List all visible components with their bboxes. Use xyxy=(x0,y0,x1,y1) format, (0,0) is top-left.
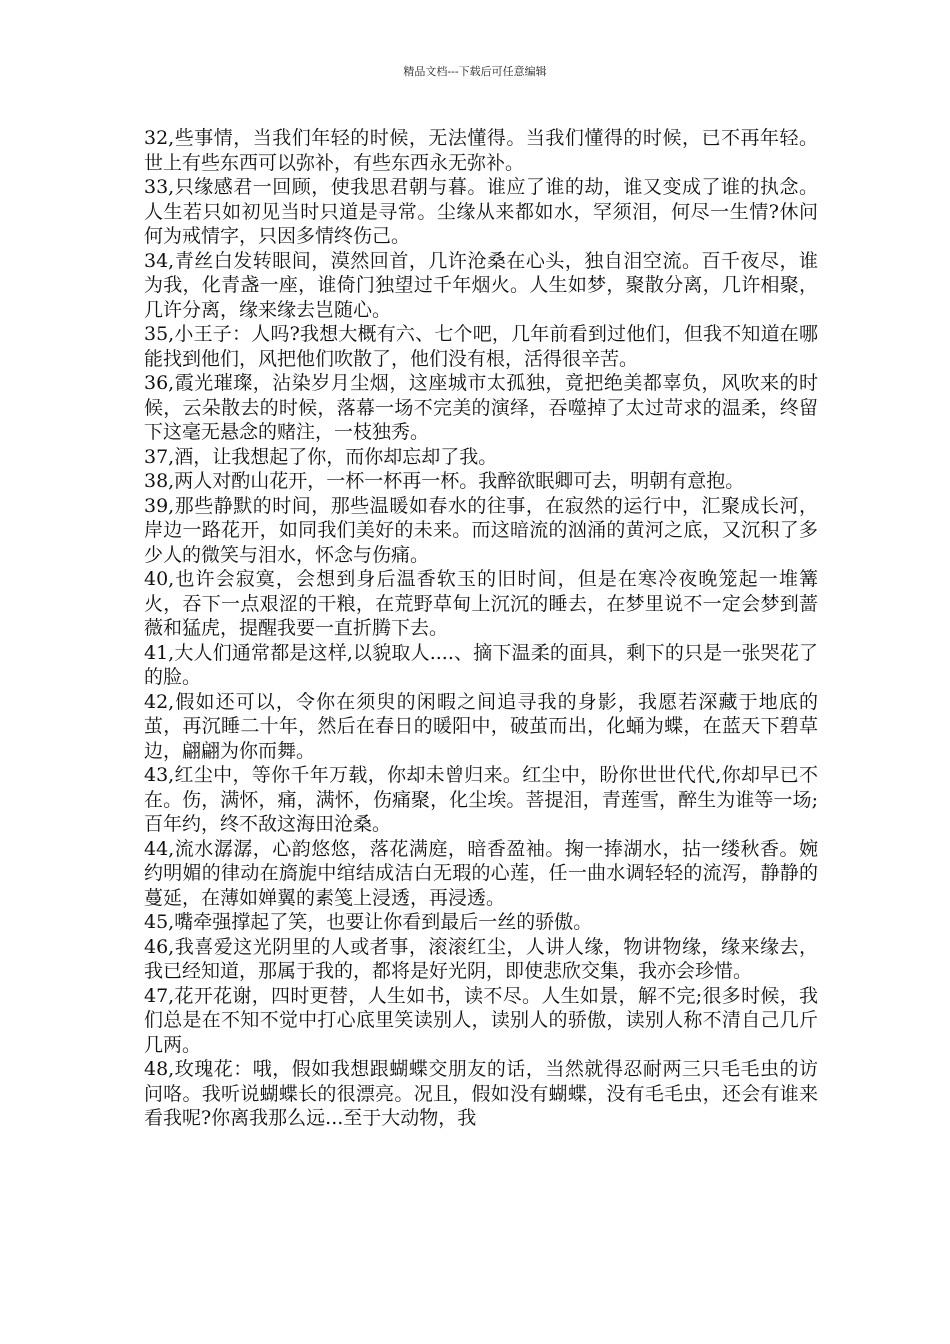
paragraph-41: 41,大人们通常都是这样,以貌取人....、摘下温柔的面具，剩下的只是一张哭花了的脸。 xyxy=(144,641,818,688)
paragraph-43: 43,红尘中，等你千年万载，你却未曾归来。红尘中，盼你世世代代,你却早已不在。伤，满怀，痛，满怀，伤痛聚，化尘埃。菩提泪，青莲雪，醉生为谁等一场;百年约，终不敌这海田沧桑。 xyxy=(144,764,818,835)
paragraph-45: 45,嘴牵强撑起了笑，也要让你看到最后一丝的骄傲。 xyxy=(144,911,593,933)
paragraph-33: 33,只缘感君一回顾，使我思君朝与暮。谁应了谁的劫，谁又变成了谁的执念。人生若只如初见当时只道是寻常。尘缘从来都如水，罕须泪，何尽一生情?休问何为戒情字，只因多情终伤己。 xyxy=(144,176,818,247)
paragraph-36: 36,霞光璀璨，沾染岁月尘烟，这座城市太孤独，竟把绝美都辜负，风吹来的时候，云朵散去的时候，落幕一场不完美的演绎，吞噬掉了太过苛求的温柔，终留下这毫无悬念的赌注，一枝独秀。 xyxy=(144,372,818,443)
paragraph-48: 48,玫瑰花：哦，假如我想跟蝴蝶交朋友的话，当然就得忍耐两三只毛毛虫的访问咯。我听说蝴蝶长的很漂亮。况且，假如没有蝴蝶，没有毛毛虫，还会有谁来看我呢?你离我那么远...至于大动物，我 xyxy=(144,1058,818,1129)
paragraph-38: 38,两人对酌山花开，一杯一杯再一杯。我醉欲眠卿可去，明朝有意抱。 xyxy=(144,470,745,492)
paragraph-47: 47,花开花谢，四时更替，人生如书，读不尽。人生如景，解不完;很多时候，我们总是在不知不觉中打心底里笑读别人，读别人的骄傲，读别人称不清自己几斤几两。 xyxy=(144,984,818,1056)
paragraph-35: 35,小王子：人吗?我想大概有六、七个吧，几年前看到过他们，但我不知道在哪能找到他们，风把他们吹散了，他们没有根，活得很辛苦。 xyxy=(144,323,818,370)
paragraph-37: 37,酒，让我想起了你，而你却忘却了我。 xyxy=(144,445,498,468)
paragraph-32: 32,些事情，当我们年轻的时候，无法懂得。当我们懂得的时候，已不再年轻。世上有些东西可以弥补，有些东西永无弥补。 xyxy=(144,127,818,174)
paragraph-40: 40,也许会寂寞，会想到身后温香软玉的旧时间，但是在寒冷夜晚笼起一堆篝火，吞下一点艰涩的干粮，在荒野草甸上沉沉的睡去，在梦里说不一定会梦到蔷薇和猛虎，提醒我要一直折腾下去。 xyxy=(144,568,818,639)
paragraph-39: 39,那些静默的时间，那些温暖如春水的往事，在寂然的运行中，汇聚成长河，岸边一路花开，如同我们美好的未来。而这暗流的汹涌的黄河之底，又沉积了多少人的微笑与泪水，怀念与伤痛。 xyxy=(144,494,818,566)
page-header: 精品文档---下载后可任意编辑 xyxy=(403,65,547,78)
paragraph-44: 44,流水潺潺，心韵悠悠，落花满庭，暗香盈袖。掬一捧湖水，拈一缕秋香。婉约明媚的律动在旖旎中绾结成洁白无瑕的心莲，任一曲水调轻轻的流泻，静静的蔓延，在薄如婵翼的素笺上浸透，再浸透。 xyxy=(144,837,818,909)
document-body xyxy=(144,126,818,1131)
paragraph-42: 42,假如还可以，令你在须臾的闲暇之间追寻我的身影，我愿若深藏于地底的茧，再沉睡二十年，然后在春日的暖阳中，破茧而出，化蛹为蝶，在蓝天下碧草边，翩翩为你而舞。 xyxy=(144,690,818,762)
paragraph-46: 46,我喜爱这光阴里的人或者事，滚滚红尘，人讲人缘，物讲物缘，缘来缘去，我已经知道，那属于我的，都将是好光阴，即使悲欣交集，我亦会珍惜。 xyxy=(144,935,818,982)
paragraph-34: 34,青丝白发转眼间，漠然回首，几许沧桑在心头，独自泪空流。百千夜尽，谁为我，化青盏一座，谁倚门独望过千年烟火。人生如梦，聚散分离，几许相聚，几许分离，缘来缘去岂随心。 xyxy=(144,249,818,321)
